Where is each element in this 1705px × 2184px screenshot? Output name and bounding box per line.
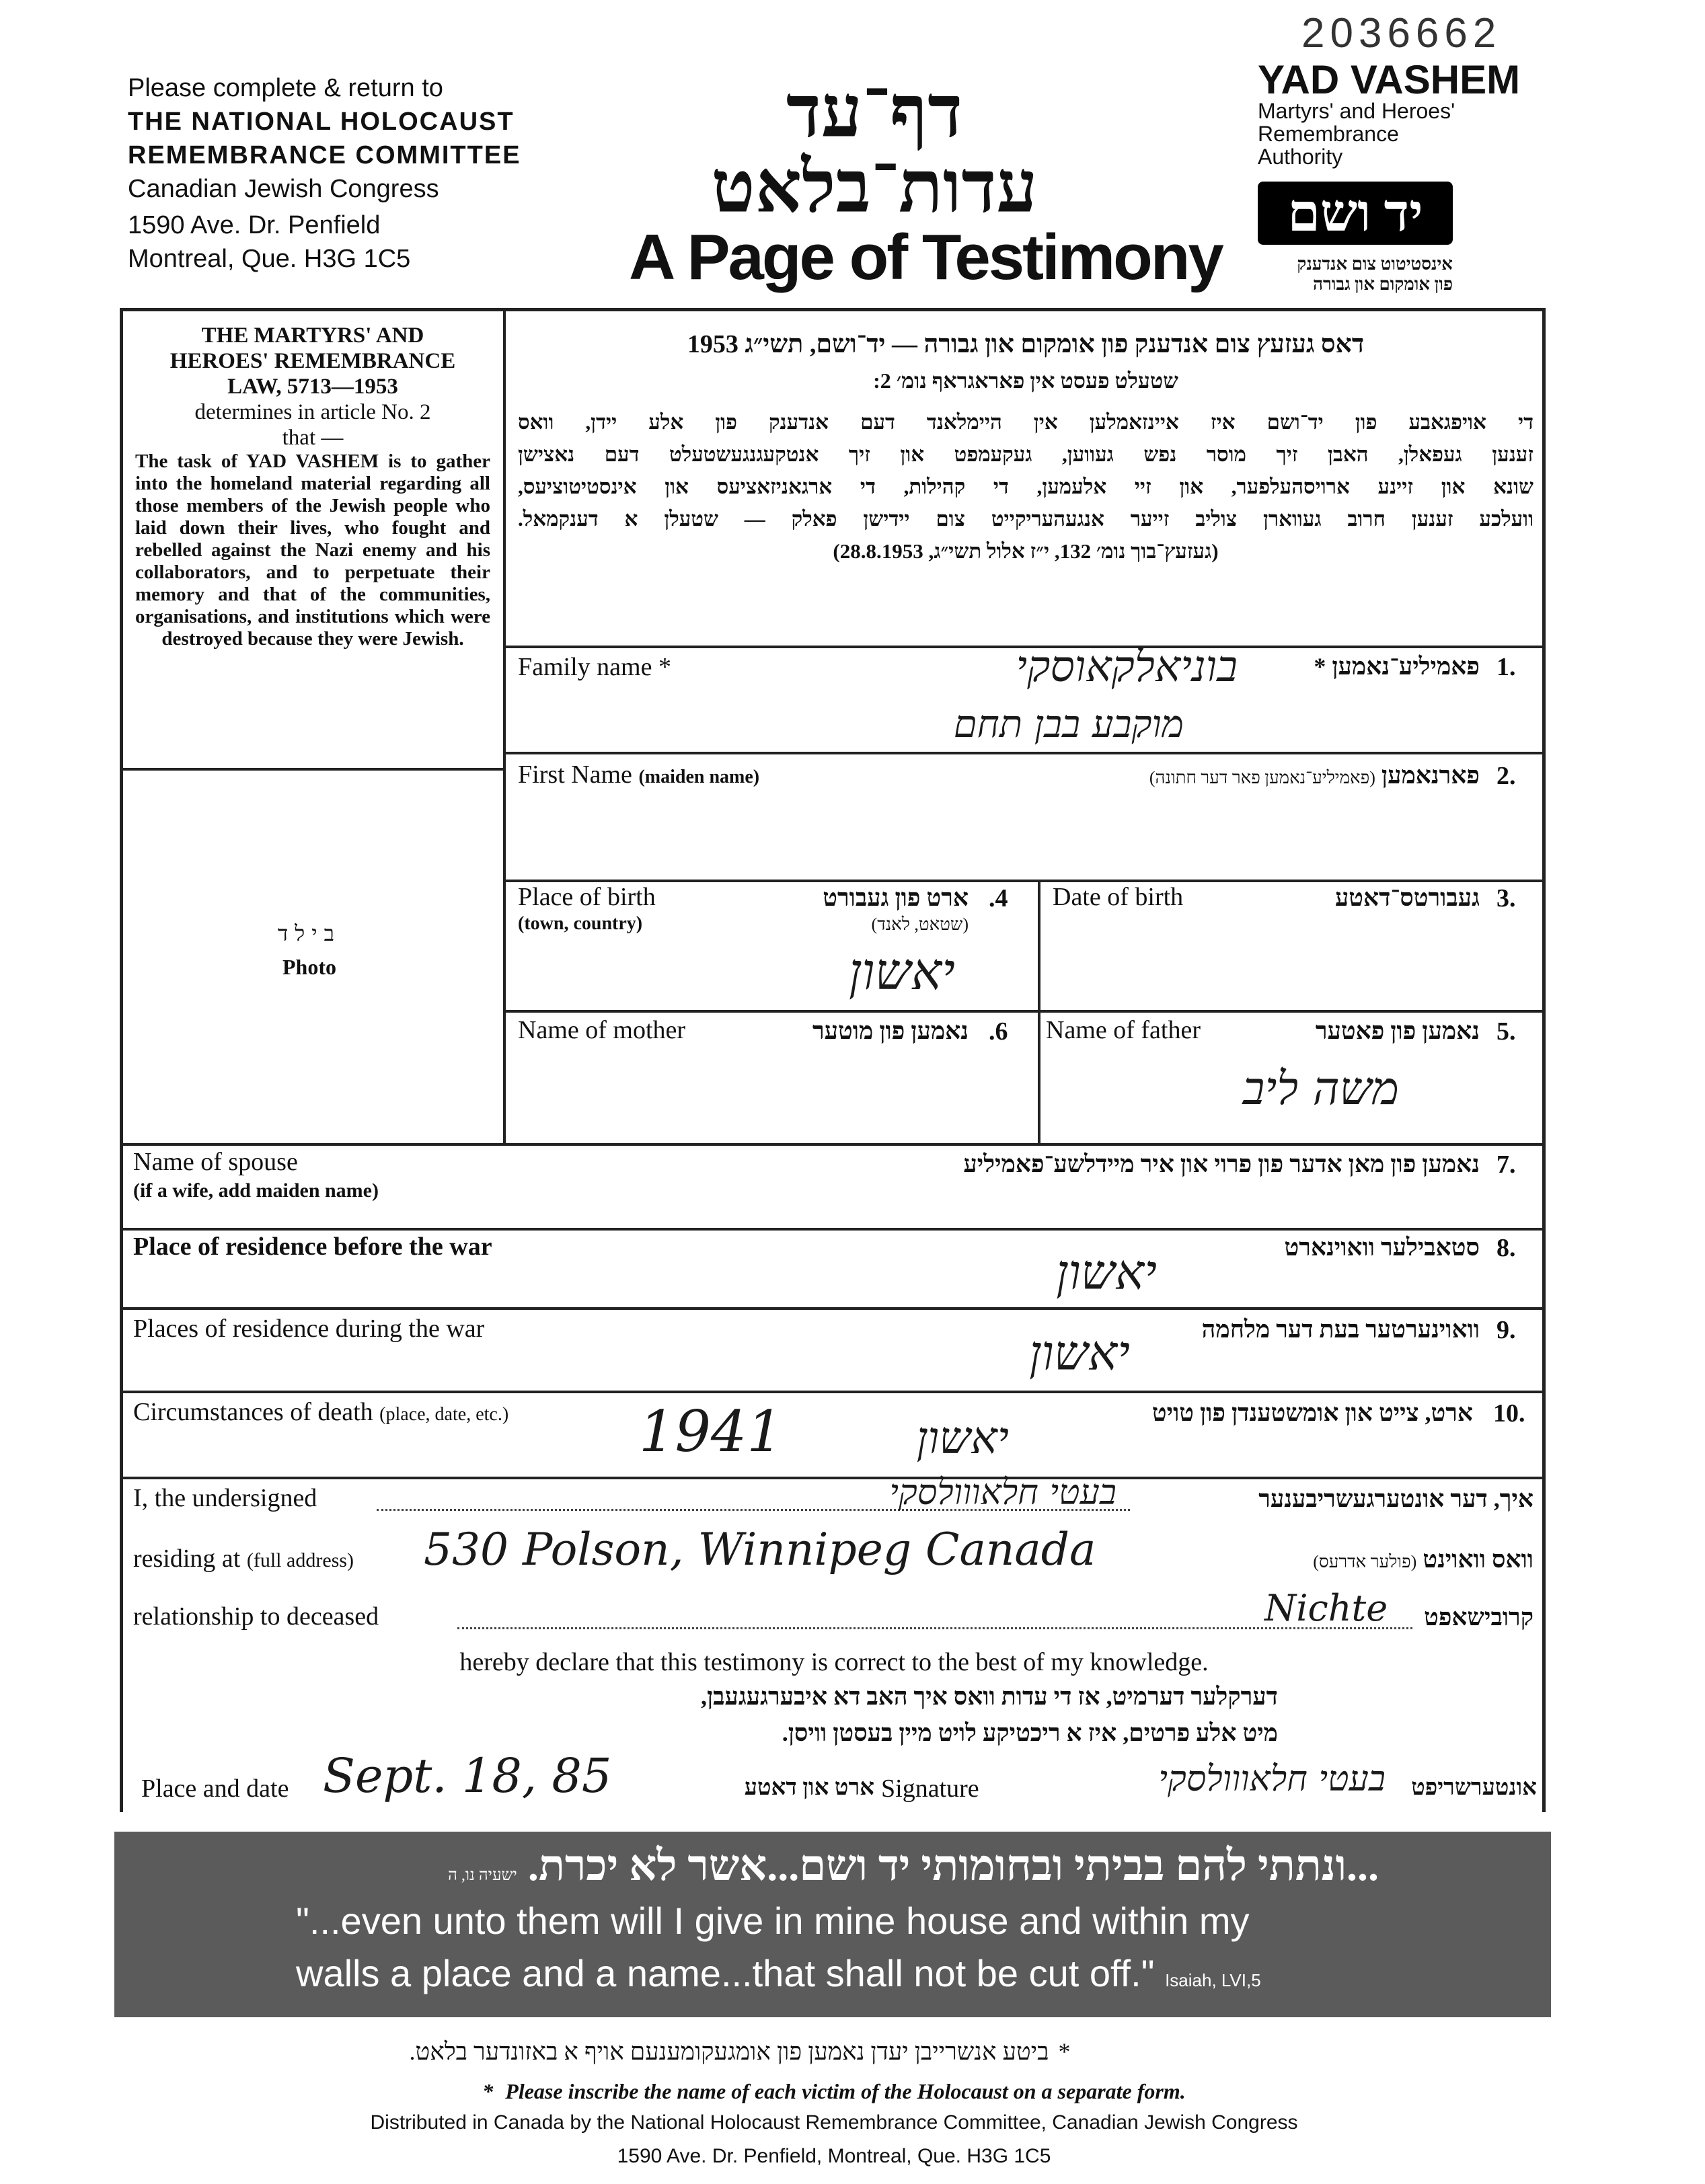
left-column-divider	[503, 308, 506, 1143]
divider-f5-f7	[120, 1143, 1546, 1146]
place-date-label: Place and date	[141, 1774, 289, 1803]
f10-value-date[interactable]: 1941	[639, 1399, 783, 1465]
residing-label-yi	[1204, 1545, 1533, 1573]
f7-label-en: Name of spouse	[133, 1148, 298, 1176]
f2-label-yi-main: פארנאמען	[1381, 762, 1480, 789]
f4-label-yi-small: (שטאט, לאנד)	[871, 914, 969, 934]
f2-label-yi-small: (פאמיליע־נאמען פאר דער חתונה)	[1149, 768, 1375, 787]
f2-label-yi	[942, 761, 1480, 789]
law-box-line-1: THE MARTYRS' AND	[201, 323, 424, 348]
f3-label-yi: געבורטס־דאטע	[1334, 884, 1480, 911]
f6-label-yi: נאמען פון מוטער	[812, 1017, 969, 1044]
f4-label-yi: ארט פון געבורט	[823, 884, 969, 911]
title-english: A Page of Testimony	[629, 221, 1222, 293]
frame-top	[120, 308, 1546, 311]
banner-english-2	[296, 1951, 1261, 1995]
f5-value[interactable]: משה ליב	[1242, 1062, 1399, 1116]
f7-label-yi: נאמען פון מאן אדער פון פרוי און איר מיידלשע־פאמיליע	[963, 1150, 1480, 1177]
footer-english-note	[121, 2079, 1547, 2104]
f1-value-line-2[interactable]: מוקבע בבן תחם	[953, 703, 1184, 746]
f7-label-en-small: (if a wife, add maiden name)	[133, 1179, 379, 1202]
f5-label-en: Name of father	[1046, 1016, 1201, 1044]
declaration-yiddish-1: דערקלער דערמיט, אז די עדות וואס איך האב דא איבערגעגעבן,	[700, 1683, 1278, 1710]
f2-label-en	[518, 760, 759, 789]
relationship-value[interactable]: Nichte	[1264, 1587, 1388, 1629]
declaration-english: hereby declare that this testimony is correct to the best of my knowledge.	[459, 1648, 1209, 1676]
f10-label-main: Circumstances of death	[133, 1398, 373, 1426]
banner-english-ref: Isaiah, LVI,5	[1165, 1970, 1261, 1990]
place-date-value[interactable]: Sept. 18, 85	[323, 1748, 612, 1803]
f1-label-en: Family name *	[518, 653, 671, 681]
f10-number: 10.	[1493, 1399, 1525, 1428]
law-yiddish-line-1: דאס געזעץ צום אנדענק פון אומקום און גבורה — יד־ושם, תשי״ג 1953	[687, 330, 1365, 358]
yad-vashem-yiddish-2: פון אומקום און גבורה	[1313, 274, 1453, 294]
law-box-body: The task of YAD VASHEM is to gather into the homeland material regarding all those members of the Jewish people who laid down their lives, who fought and rebelled against the Nazi enemy and his collaborators, and to perpetuate their memory and that of the communities, organisations, and institutions which were destroyed because they were Jewish.	[135, 451, 490, 650]
undersigned-label: I, the undersigned	[133, 1484, 317, 1512]
f2-label-main: First Name	[518, 760, 632, 789]
relationship-label-yi: קרובישאפט	[1424, 1604, 1533, 1631]
law-yiddish-line-3: די אויפגאבע פון יד־ושם איז איינזאמלען אין היימלאנד דעם אנדענק פון אלע יידן, וואס	[518, 410, 1533, 434]
return-line-1: Please complete & return to	[128, 74, 443, 102]
footer-yiddish-star: *	[1058, 2038, 1071, 2065]
f2-input-area[interactable]	[511, 800, 1533, 874]
relationship-label: relationship to deceased	[133, 1602, 379, 1631]
residing-label-yi-main: וואס וואוינט	[1423, 1546, 1533, 1573]
return-address-block	[128, 71, 521, 276]
law-yiddish-block	[518, 328, 1533, 568]
residing-label-small: (full address)	[246, 1549, 354, 1571]
law-box-line-3: LAW, 5713—1953	[227, 375, 398, 399]
f4-value[interactable]: יאשון	[848, 941, 955, 1001]
divider-f3-f5	[503, 1010, 1544, 1013]
return-line-6: Montreal, Que. H3G 1C5	[128, 245, 411, 273]
return-line-3: REMEMBRANCE COMMITTEE	[128, 141, 521, 169]
banner-hebrew-ref: ישעיה נו, ה	[448, 1867, 517, 1884]
title-yiddish-2: עדות־בלאט	[711, 148, 1038, 228]
f9-value[interactable]: יאשון	[1029, 1325, 1130, 1381]
f3-number: 3.	[1496, 884, 1516, 912]
f3-input-area[interactable]	[1049, 928, 1533, 1002]
signature-value[interactable]: בעטי חלאווולסקי	[1158, 1759, 1386, 1799]
footer-note-text: Please inscribe the name of each victim of the Holocaust on a separate form.	[505, 2079, 1186, 2103]
divider-f1-f2	[503, 752, 1544, 754]
f10-label-small: (place, date, etc.)	[379, 1404, 509, 1425]
photo-label: Photo	[282, 955, 336, 979]
f6-number: .6	[989, 1017, 1008, 1046]
law-box-bottom	[120, 768, 504, 771]
f6-input-area[interactable]	[511, 1056, 1029, 1136]
f4-label-en: Place of birth	[518, 883, 656, 911]
f8-label-yi: סטאבילער וואוינארט	[1284, 1234, 1480, 1261]
banner-english-2-text: walls a place and a name...that shall not be cut off."	[296, 1952, 1155, 1994]
yad-vashem-sub-1: Martyrs' and Heroes'	[1258, 99, 1455, 123]
f8-value[interactable]: יאשון	[1056, 1244, 1157, 1300]
yad-vashem-sub-3: Authority	[1258, 145, 1343, 169]
banner-hebrew-quote	[269, 1841, 1379, 1891]
undersigned-label-yi: איך, דער אונטערגעשריבענער	[1258, 1485, 1533, 1512]
f8-label-en: Place of residence before the war	[133, 1233, 492, 1261]
footer-yiddish-text: ביטע אנשרייבן יעדן נאמען פון אומגעקומענעם אויף א באזונדער בלאט.	[409, 2038, 1049, 2065]
footer-address: 1590 Ave. Dr. Penfield, Montreal, Que. H3G 1C5	[617, 2145, 1051, 2167]
residing-label-main: residing at	[133, 1545, 241, 1573]
yad-vashem-name: YAD VASHEM	[1258, 57, 1521, 102]
f10-value-place[interactable]: יאשון	[916, 1412, 1009, 1464]
f7-number: 7.	[1496, 1150, 1516, 1179]
f5-label-yi: נאמען פון פאטער	[1315, 1017, 1480, 1044]
signature-label-yi: אונטערשריפט	[1411, 1775, 1537, 1800]
f3-label-en: Date of birth	[1053, 883, 1184, 911]
return-line-4: Canadian Jewish Congress	[128, 175, 439, 203]
signature-label: Signature	[881, 1774, 979, 1803]
f9-label-en: Places of residence during the war	[133, 1315, 485, 1343]
frame-right	[1542, 308, 1546, 1812]
law-yiddish-line-4: זענען געפאלן, האבן זיך מוסר נפש געווען, געקעמפט און זיך אנטקעגנגעשטעלט דעם נאצישן	[518, 442, 1533, 466]
f1-number: 1.	[1496, 653, 1516, 681]
banner-english-1: "...even unto them will I give in mine house and within my	[296, 1900, 1250, 1942]
f9-number: 9.	[1496, 1316, 1516, 1344]
divider-f9-f10	[120, 1391, 1546, 1393]
f2-number: 2.	[1496, 762, 1516, 790]
place-date-label-yi: ארט און דאטע	[744, 1775, 874, 1800]
document-number: 2036662	[1301, 10, 1502, 56]
residing-value[interactable]: 530 Polson, Winnipeg Canada	[424, 1524, 1096, 1575]
f10-label-en	[133, 1397, 508, 1427]
law-yiddish-line-7: (געזעץ־בוך נומ׳ 132, י״ז אלול תשי״ג, 28.8.1953)	[833, 539, 1219, 563]
law-yiddish-line-5: שונא און זיינע ארויסהעלפער, און זיי אלעמען, די קהילות, די ארגאניזאציעס און אינסטיטוציעס,	[518, 475, 1533, 498]
law-yiddish-line-6: וועלכע זענען חרוב געווארן צוליב זייער אנגעהעריקייט צום יידישן פאלק — שטעלן א דענקמאל.	[518, 507, 1533, 531]
return-line-5: 1590 Ave. Dr. Penfield	[128, 211, 381, 239]
f5-number: 5.	[1496, 1017, 1516, 1046]
footer-distributed: Distributed in Canada by the National Holocaust Remembrance Committee, Canadian Jewish Congress	[370, 2111, 1298, 2134]
f9-label-yi: וואוינערטער בעת דער מלחמה	[1201, 1316, 1480, 1343]
banner-hebrew-text: ...ונתתי להם בביתי ובחומותי יד ושם...אשר לא יכרת.	[527, 1842, 1379, 1889]
divider-f2-f3	[503, 880, 1544, 882]
residing-label-yi-small: (פולער אדרעס)	[1313, 1552, 1417, 1571]
divider-f8-f9	[120, 1307, 1546, 1310]
f2-label-small: (maiden name)	[638, 767, 760, 787]
declaration-yiddish-2: מיט אלע פרטים, איז א ריכטיקע לויט מיין בעסטן וויסן.	[782, 1719, 1278, 1746]
law-box-line-5: that —	[282, 426, 344, 450]
title-yiddish-1: דף־עד	[786, 73, 963, 153]
f4-number: .4	[989, 884, 1008, 912]
footer-note-star: *	[482, 2079, 494, 2103]
f1-value-line-1[interactable]: בוניאלקאוסקי	[1016, 642, 1238, 692]
residing-label	[133, 1544, 354, 1573]
photo-label-yiddish: בילד	[277, 921, 342, 945]
f6-label-en: Name of mother	[518, 1016, 686, 1044]
yad-vashem-sub-2: Remembrance	[1258, 122, 1399, 146]
divider-f4-f3-vertical	[1038, 880, 1040, 1144]
law-box	[131, 323, 494, 650]
f8-number: 8.	[1496, 1234, 1516, 1262]
yad-vashem-logo: יד ושם	[1258, 182, 1453, 245]
undersigned-value[interactable]: בעטי חלאווולסקי	[889, 1473, 1116, 1513]
law-box-line-2: HEROES' REMEMBRANCE	[169, 349, 456, 373]
divider-f7-f8	[120, 1228, 1546, 1231]
return-line-2: THE NATIONAL HOLOCAUST	[128, 108, 515, 136]
f1-label-yi: פאמיליע־נאמען *	[1314, 653, 1480, 680]
frame-left	[120, 308, 123, 1812]
footer-yiddish	[269, 2037, 1211, 2066]
law-box-line-4: determines in article No. 2	[194, 400, 431, 424]
f4-label-en-small: (town, country)	[518, 913, 643, 934]
f10-label-yi: ארט, צייט און אומשטענדן פון טויט	[1151, 1399, 1473, 1426]
yad-vashem-yiddish-1: אינסטיטוט צום אנדענק	[1297, 254, 1453, 274]
law-yiddish-line-2: שטעלט פעסט אין פאראגראף נומ׳ 2:	[873, 368, 1178, 393]
